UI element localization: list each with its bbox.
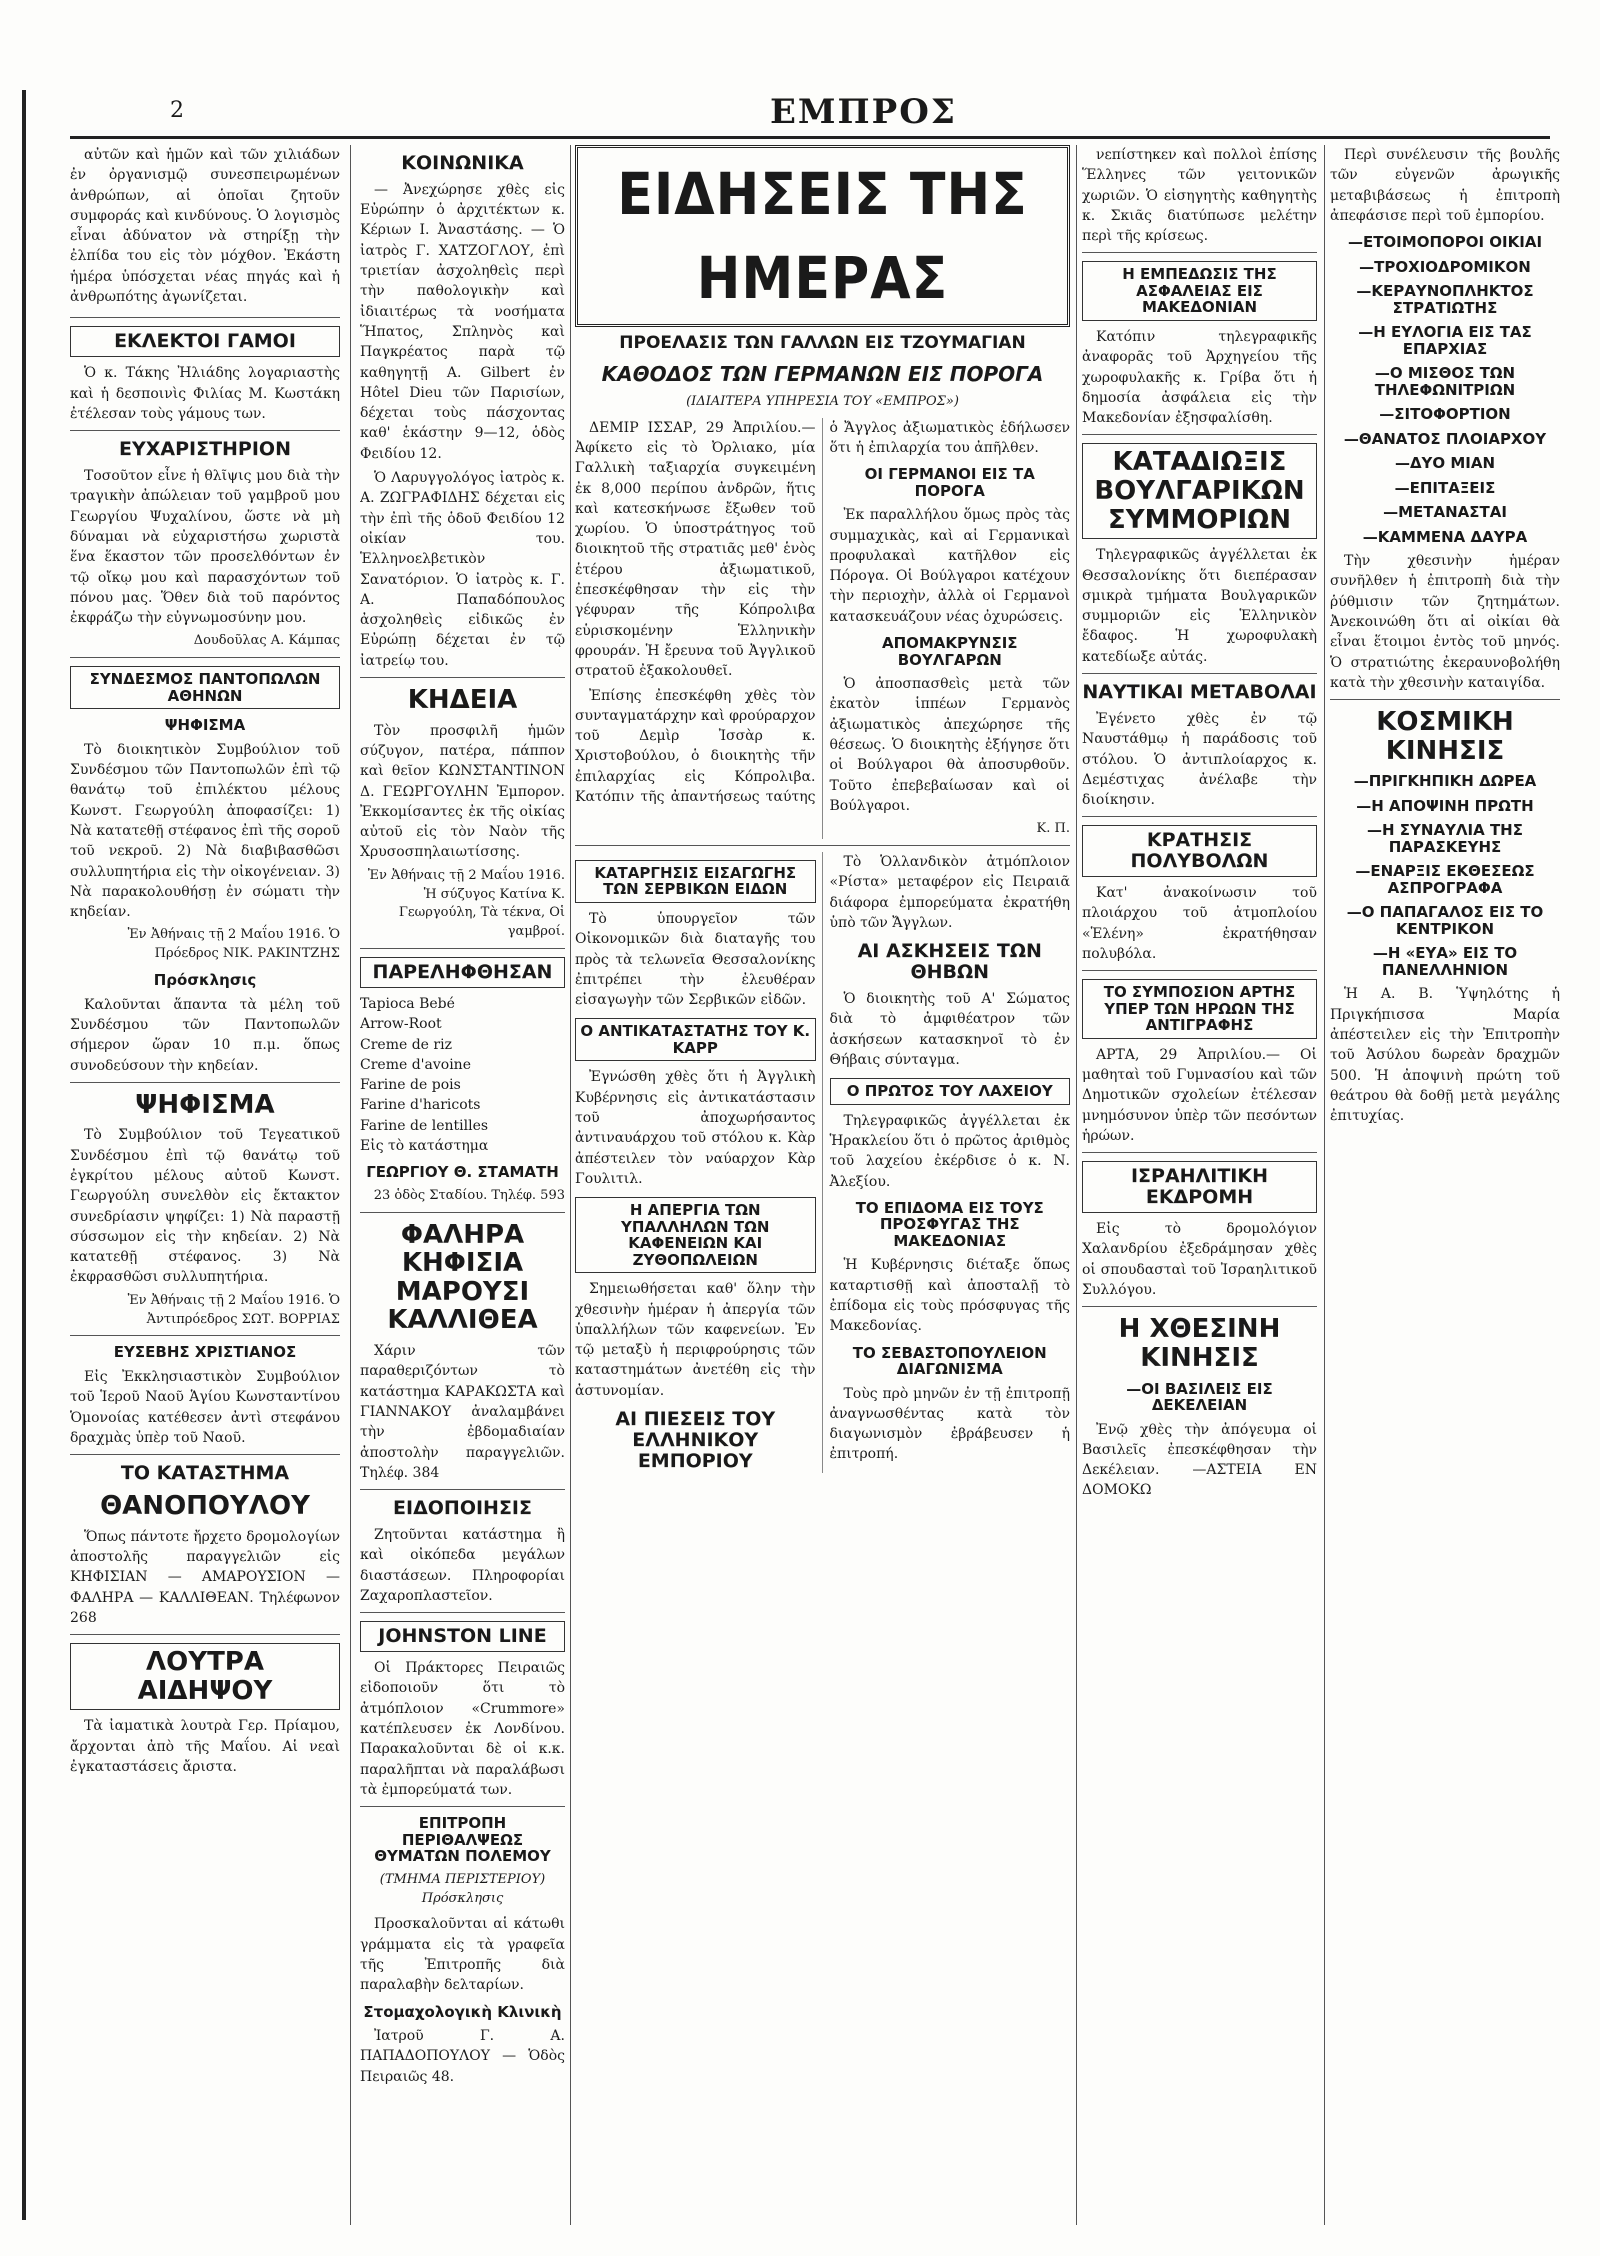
chase-headline: ΚΑΤΑΔΙΩΞΙΣ ΒΟΥΛΓΑΡΙΚΩΝ ΣΥΜΜΟΡΙΩΝ: [1082, 443, 1317, 539]
cosmic-item: —Η «ΕΥΑ» ΕΙΣ ΤΟ ΠΑΝΕΛΛΗΝΙΟΝ: [1372, 944, 1518, 979]
c5-item: —ΚΑΜΜΕΝΑ ΔΑΥΡΑ: [1362, 527, 1528, 546]
parel-headline: ΠΑΡΕΛΗΦΘΗΣΑΝ: [360, 957, 565, 988]
yesterday-headline: Η ΧΘΕΣΙΝΗ ΚΙΝΗΣΙΣ: [1118, 1314, 1281, 1373]
germans-headline: ΟΙ ΓΕΡΜΑΝΟΙ ΕΙΣ ΤΑ ΠΟΡΟΓΑ: [864, 465, 1035, 500]
intro-text: αὐτῶν καὶ ἡμῶν καὶ τῶν χιλιάδων ἐν ὀργανισμῷ συνεσπειρωμένων ἀνθρώπων, αἱ ὁποῖαι ζητοῦν συμφοράς καὶ κινδύνους. Ὁ λογισμὸς εἶναι ἀδύνατον νὰ στηρίξῃ τὴν ἐλπίδα του εἰς τὸν μόχθον. Ἐκάστη ἡμέρα ὑπόσχεται νέας πηγάς καὶ ἡ ἀνθρωπότης ἀγωνίζεται.: [70, 147, 340, 306]
c5-item: —ΜΕΤΑΝΑΣΤΑΙ: [1383, 503, 1507, 522]
divider: [1082, 434, 1317, 435]
divider: [1082, 673, 1317, 674]
import-text: Τὸ ὑπουργεῖον τῶν Οἰκονομικῶν διὰ διαταγῆς του πρὸς τὰ τελωνεῖα Θεσσαλονίκης ἐπιτρέπει τὴν ἐλευθέραν εἰσαγωγὴν τῶν Σερβικῶν εἰδῶν.: [575, 910, 816, 1009]
column-2: [360, 145, 565, 2225]
c5-item: —ΚΕΡΑΥΝΟΠΛΗΚΤΟΣ ΣΤΡΑΤΙΩΤΗΣ: [1356, 282, 1534, 317]
masthead: [70, 92, 1570, 132]
divider: [70, 1082, 340, 1083]
divider: [70, 1335, 340, 1336]
c5-item: —Η ΕΥΛΟΓΙΑ ΕΙΣ ΤΑΣ ΕΠΑΡΧΙΑΣ: [1358, 323, 1532, 358]
divider: [70, 317, 340, 318]
divider: [1082, 1152, 1317, 1153]
lead-tag: (ΙΔΙΑΙΤΕΡΑ ΥΠΗΡΕΣΙΑ ΤΟΥ «ΕΜΠΡΟΣ»): [686, 393, 959, 409]
divider: [360, 1212, 565, 1213]
committee-text: Προσκαλοῦνται αἱ κάτωθι γράμματα εἰς τὰ γραφεῖα τῆς Ἐπιτροπῆς διὰ παραλαβὴν δελταρίων.: [360, 1916, 565, 1994]
seizure-text: Κατ' ἀνακοίνωσιν τοῦ πλοιάρχου τοῦ ἀτμοπλοίου «Ἑλένη» ἐκρατήθησαν πολυβόλα.: [1082, 885, 1317, 963]
column-1: [70, 145, 340, 2225]
kideia-headline: ΚΗΔΕΙΑ: [407, 685, 518, 716]
cosmic-headline: ΚΟΣΜΙΚΗ ΚΙΝΗΣΙΣ: [1376, 707, 1514, 766]
prosklisis-text: Καλοῦνται ἅπαντα τὰ μέλη τοῦ Συνδέσμου τῶν Παντοπωλῶν σήμερον ὥραν 10 π.μ. ὅπως συνοδεύσουν τὴν κηδείαν.: [70, 996, 340, 1074]
divider: [1330, 699, 1560, 700]
parel-list: [360, 994, 565, 1156]
sebasto-text: Τοὺς πρὸ μηνῶν ἐν τῇ ἐπιτροπῇ ἀναγνωσθέντας κατὰ τὸν διαγωνισμὸν ἐβράβευσεν ἡ ἐπιτροπή.: [829, 1385, 1070, 1463]
apom-headline: ΑΠΟΜΑΚΡΥΝΣΙΣ ΒΟΥΛΓΑΡΩΝ: [881, 634, 1018, 669]
column-rule: [1076, 145, 1077, 2225]
parel-item: Creme d'avoine: [360, 1056, 471, 1073]
cosmic-items: [1330, 773, 1560, 978]
falira-headline: ΦΑΛΗΡΑ ΚΗΦΙΣΙΑ ΜΑΡΟΥΣΙ ΚΑΛΛΙΘΕΑ: [387, 1219, 538, 1336]
masthead-rule: [70, 136, 1550, 139]
divider: [1082, 816, 1317, 817]
social-headline: ΚΟΙΝΩΝΙΚΑ: [401, 152, 524, 174]
parel-item: Arrow-Root: [360, 1016, 442, 1033]
store-text: Ὅπως πάντοτε ἤρχετο δρομολογίων ἀποστολῆς παραγγελιῶν εἰς ΚΗΦΙΣΙΑΝ — ΑΜΑΡΟΥΣΙΟΝ — ΦΑΛΗΡΑ — ΚΑΛΛΙΘΕΑΝ. Τηλέφωνον 268: [70, 1528, 340, 1626]
pressure-headline: ΑΙ ΠΙΕΣΕΙΣ ΤΟΥ ΕΛΛΗΝΙΚΟΥ ΕΜΠΟΡΙΟΥ: [615, 1408, 776, 1472]
import-headline: ΚΑΤΑΡΓΗΣΙΣ ΕΙΣΑΓΩΓΗΣ ΤΩΝ ΣΕΡΒΙΚΩΝ ΕΙΔΩΝ: [575, 860, 816, 903]
apom-text: Ὁ ἀποσπασθεὶς μετὰ τῶν ἐκατὸν ἱππέων Γερμανὸς ἀξιωματικὸς ἀπεχώρησε τῆς θέσεως. Ὁ διοικητὴς ἐξήγησε ὅτι οἱ Βούλγαροι θὰ ἀποσυρθοῦν. Τοῦτο ἐπεβεβαίωσαν καὶ οἱ Βούλγαροι.: [829, 676, 1070, 814]
eidop-headline: ΕΙΔΟΠΟΙΗΣΙΣ: [393, 1497, 532, 1520]
divider: [360, 948, 565, 949]
divider: [360, 1489, 565, 1490]
divider: [360, 1806, 565, 1807]
divider: [1082, 970, 1317, 971]
parel-item: Farine d'haricots: [360, 1097, 481, 1114]
strike-headline: Η ΑΠΕΡΓΙΑ ΤΩΝ ΥΠΑΛΛΗΛΩΝ ΤΩΝ ΚΑΦΕΝΕΙΩΝ ΚΑΙ ΖΥΘΟΠΩΛΕΙΩΝ: [575, 1197, 816, 1273]
lead-text-2: Ἐπίσης ἐπεσκέφθη χθὲς τὸν συνταγματάρχην καὶ φρούραρχον τοῦ Δεμὶρ Ἰσσὰρ κ. Χριστοβούλου, ὁ διοικητὴς τῆν ἐπιλαρχίας εἰς Κόπρολιβα. Κατόπιν τῆς ἀπαντήσεως ταύτης ὁ Ἄγγλος ἀξιωματικὸς ἐδήλωσεν ὅτι ἡ ἐπιλαρχία του ἀπῆλθεν.: [575, 419, 1070, 806]
parel-item: Farine de lentilles: [360, 1117, 489, 1134]
divider: [1082, 252, 1317, 253]
clinic-headline: Στομαχολογικὴ Κλινικὴ: [363, 2002, 562, 2021]
c4-top-text: νεπίστηκεν καὶ πολλοὶ ἐπίσης Ἕλληνες τῶν γειτονικῶν χωριῶν. Ὁ εἰσηγητὴς καθηγητὴς κ. Σκιᾶς διατύπωσε μελέτην περὶ τῆς κρίσεως.: [1082, 147, 1317, 245]
divider: [70, 430, 340, 431]
committee-subhead: (ΤΜΗΜΑ ΠΕΡΙΣΤΕΡΙΟΥ) Πρόσκλησις: [379, 1871, 546, 1906]
lower-news: [575, 852, 1070, 1473]
divider: [70, 1454, 340, 1455]
yesterday-subhead: —ΟΙ ΒΑΣΙΛΕΙΣ ΕΙΣ ΔΕΚΕΛΕΙΑΝ: [1126, 1379, 1273, 1415]
strike-text: Σημειωθήσεται καθ' ὅλην τὴν χθεσινὴν ἡμέραν ἡ ἀπεργία τῶν ὑπαλλήλων τῶν καφενείων. Ἐν τῷ μεταξὺ ἡ περιφρούρησις τῶν καταστημάτων ἀνετέθη εἰς τὴν ἀστυνομίαν.: [575, 1281, 816, 1399]
parel-item: Creme de riz: [360, 1036, 452, 1053]
store-name: ΘΑΝΟΠΟΥΛΟΥ: [100, 1491, 310, 1522]
column-rule: [1324, 145, 1325, 2225]
c5-item: —ΕΤΟΙΜΟΠΟΡΟΙ ΟΙΚΙΑΙ: [1347, 233, 1543, 252]
gamoi-text: Ὁ κ. Τάκης Ἠλιάδης λογαριαστὴς καὶ ἡ δεσποινὶς Φιλίας Μ. Κωστάκη ἐτέλεσαν τοὺς γάμους των.: [70, 365, 340, 422]
pressure-text: Τὸ Ὁλλανδικὸν ἀτμόπλοιον «Ρίστα» μεταφέρον εἰς Πειραιᾶ διάφορα ἐμπορεύματα ἐκρατήθη ὑπὸ τῶν Ἄγγλων.: [829, 853, 1070, 931]
psifisma-headline: ΨΗΦΙΣΜΑ: [135, 1089, 275, 1120]
divider: [360, 677, 565, 678]
johnston-text: Οἱ Πράκτορες Πειραιῶς εἰδοποιοῦν ὅτι τὸ ἀτμόπλοιον «Crummore» κατέπλευσεν ἐκ Λονδίνου. Παρακαλοῦνται δὲ οἱ κ.κ. παραλῆπται νὰ παραλάβωσι τὰ ἐμπορεύματά των.: [360, 1660, 565, 1798]
lead-headline: ΠΡΟΕΛΑΣΙΣ ΤΩΝ ΓΑΛΛΩΝ ΕΙΣ ΤΖΟΥΜΑΓΙΑΝ: [619, 333, 1026, 354]
parel-item: Farine de pois: [360, 1077, 461, 1094]
thanks-headline: ΕΥΧΑΡΙΣΤΗΡΙΟΝ: [119, 438, 291, 461]
c5-item: —ΕΠΙΤΑΞΕΙΣ: [1394, 478, 1496, 497]
thebes-headline: ΑΙ ΑΣΚΗΣΕΙΣ ΤΩΝ ΘΗΒΩΝ: [857, 940, 1042, 984]
safety-text: Κατόπιν τηλεγραφικῆς ἀναφορᾶς τοῦ Ἀρχηγείου τῆς χωροφυλακῆς κ. Γρίβα ὅτι ἡ δημοσία ἀσφάλεια εἰς τὴν Μακεδονίαν ἐξησφαλίσθη.: [1082, 328, 1317, 427]
paper-name: ΕΜΠΡΟΣ: [770, 92, 957, 132]
c5-item: —ΤΡΟΧΙΟΔΡΟΜΙΚΟΝ: [1359, 257, 1531, 276]
baths-text: Τὰ ἰαματικὰ λουτρὰ Γερ. Πρίαμου, ἄρχονται ἀπὸ τῆς Μαΐου. Αἱ νεαὶ ἐγκαταστάσεις ἄριστα.: [70, 1718, 340, 1775]
falira-text: Χάριν τῶν παραθεριζόντων τὸ κατάστημα ΚΑΡΑΚΩΣΤΑ καὶ ΓΙΑΝΝΑΚΟΥ ἀναλαμβάνει τὴν ἐβδομαδιαίαν ἀποστολὴν παραγγελιῶν. Τηλέφ. 384: [360, 1343, 565, 1481]
psifisma-signature: Ἐν Ἀθήναις τῇ 2 Μαΐου 1916. Ὁ Ἀντιπρόεδρος ΣΩΤ. ΒΟΡΡΙΑΣ: [127, 1292, 340, 1327]
prosklisis-headline: Πρόσκλησις: [153, 971, 257, 990]
eusebis-headline: ΕΥΣΕΒΗΣ ΧΡΙΣΤΙΑΝΟΣ: [113, 1343, 297, 1362]
syndesmos-headline: ΣΥΝΔΕΣΜΟΣ ΠΑΝΤΟΠΩΛΩΝ ΑΘΗΝΩΝ: [70, 666, 340, 709]
baths-headline: ΛΟΥΤΡΑ ΑΙΔΗΨΟΥ: [70, 1643, 340, 1710]
store-headline: ΤΟ ΚΑΤΑΣΤΗΜΑ: [120, 1462, 290, 1485]
naval-text: Ἐγένετο χθὲς ἐν τῷ Ναυστάθμῳ ἡ παράδοσις τοῦ στόλου. Ὁ ἀντιπλοίαρχος κ. Δεμέστιχας ἀνέλαβε τὴν διοίκησιν.: [1082, 710, 1317, 809]
sebasto-headline: ΤΟ ΣΕΒΑΣΤΟΠΟΥΛΕΙΟΝ ΔΙΑΓΩΝΙΣΜΑ: [852, 1343, 1047, 1378]
memorial-text: ΑΡΤΑ, 29 Ἀπριλίου.— Οἱ μαθηταὶ τοῦ Γυμνασίου καὶ τῶν Δημοτικῶν σχολείων ἐτέλεσαν μνημόσυνον ὑπὲρ τῶν πεσόντων ἡρώων.: [1082, 1046, 1317, 1145]
eidop-text: Ζητοῦνται κατάστημα ἢ καὶ οἰκόπεδα μεγάλων διαστάσεων. Πληροφορίαι Ζαχαροπλαστεῖον.: [360, 1527, 565, 1604]
c5-body: Τὴν χθεσινὴν ἡμέραν συνῆλθεν ἡ ἐπιτροπὴ διὰ τὴν ῥύθμισιν τῶν ζητημάτων. Ἀνεκοινώθη ὅτι αἱ οἰκίαι θὰ εἶναι ἕτοιμοι ἐντὸς τοῦ μηνός. Ὁ στρατιώτης ἐκεραυνοβολήθη κατὰ τὴν χθεσινὴν καταιγίδα.: [1330, 553, 1560, 691]
cosmic-item: —Η ΑΠΟΨΙΝΗ ΠΡΩΤΗ: [1356, 796, 1534, 815]
allowance-headline: ΤΟ ΕΠΙΔΟΜΑ ΕΙΣ ΤΟΥΣ ΠΡΟΣΦΥΓΑΣ ΤΗΣ ΜΑΚΕΔΟΝΙΑΣ: [855, 1198, 1044, 1250]
germans-text: Ἐκ παραλλήλου ὅμως πρὸς τὰς συμμαχικὰς, καὶ αἱ Γερμανικαὶ προφυλακαὶ κατῆλθον εἰς Πόρογα. Οἱ Βούλγαροι κατέχουν τὴν περιοχὴν, ἀλλὰ οἱ Γερμανοὶ κατασκευάζουν νέας ὀχυρώσεις.: [829, 507, 1070, 625]
column-rule: [570, 145, 571, 2225]
lead-article: [575, 418, 1070, 839]
c5-item: —ΣΙΤΟΦΟΡΤΙΟΝ: [1379, 405, 1511, 424]
safety-headline: Η ΕΜΠΕΔΩΣΙΣ ΤΗΣ ΑΣΦΑΛΕΙΑΣ ΕΙΣ ΜΑΚΕΔΟΝΙΑΝ: [1082, 261, 1317, 321]
seizure-headline: ΚΡΑΤΗΣΙΣ ΠΟΛΥΒΟΛΩΝ: [1082, 825, 1317, 877]
cosmic-item: —ΕΝΑΡΞΙΣ ΕΚΘΕΣΕΩΣ ΑΣΠΡΟΓΡΑΦΑ: [1355, 862, 1535, 897]
parel-signature: ΓΕΩΡΓΙΟΥ Θ. ΣΤΑΜΑΤΗ: [366, 1163, 559, 1182]
allowance-text: Ἡ Κυβέρνησις διέταξε ὅπως καταρτισθῇ καὶ ἀποσταλῇ τὸ ἐπίδομα εἰς τοὺς πρόσφυγας τῆς Μακεδονίας.: [829, 1257, 1070, 1335]
c5-items: [1330, 234, 1560, 545]
c5-item: —ΘΑΝΑΤΟΣ ΠΛΟΙΑΡΧΟΥ: [1343, 429, 1547, 448]
c5-top-text: Περὶ συνέλευσιν τῆς βουλῆς τῶν εὐγενῶν ἀρωγικῆς μεταβιβάσεως ἡ ἐπιτροπὴ ἀπεφάσισε περὶ τοῦ ἐμπορίου.: [1330, 147, 1560, 224]
israel-headline: ΙΣΡΑΗΛΙΤΙΚΗ ΕΚΔΡΟΜΗ: [1082, 1161, 1317, 1213]
kideia-signature: Ἐν Ἀθήναις τῇ 2 Μαΐου 1916. Ἡ σύζυγος Κατίνα Κ. Γεωργούλη, Τὰ τέκνα, Οἱ γαμβροί.: [367, 867, 565, 940]
memorial-headline: ΤΟ ΣΥΜΠΟΣΙΟΝ ΑΡΤΗΣ ΥΠΕΡ ΤΩΝ ΗΡΩΩΝ ΤΗΣ ΑΝΤΙΓΡΑΦΗΣ: [1082, 979, 1317, 1039]
thebes-text: Ὁ διοικητὴς τοῦ Α' Σώματος διὰ τὸ ἀμφιθέατρον τῶν ἀσκήσεων κατασκηνοῖ τὸ ἐν Θήβαις σύνταγμα.: [829, 990, 1070, 1068]
cosmic-text: Ἡ Α. Β. Ὑψηλότης ἡ Πριγκήπισσα Μαρία ἀπέστειλεν εἰς τὴν Ἐπιτροπὴν τοῦ Ἀσύλου δωρεὰν δραχμῶν 500. Ἡ ἀποψινὴ πρώτη τοῦ θεάτρου θὰ δοθῇ μετὰ μεγάλης ἐπιτυχίας.: [1330, 986, 1560, 1125]
chase-text: Τηλεγραφικῶς ἀγγέλλεται ἐκ Θεσσαλονίκης ὅτι διεπέρασαν σμικρὰ τμήματα Βουλγαρικῶν συμμοριῶν εἰς Ἑλληνικὸν ἔδαφος. Ἡ χωροφυλακὴ κατεδίωξε αὐτάς.: [1082, 547, 1317, 665]
column-4: [1082, 145, 1317, 2225]
column-3-news: [575, 145, 1070, 2225]
apom-signature: Κ. Π.: [1036, 821, 1070, 837]
clinic-text: Ἰατροῦ Γ. Α. ΠΑΠΑΔΟΠΟΥΛΟΥ — Ὁδὸς Πειραιῶς 48.: [360, 2028, 565, 2085]
israel-text: Εἰς τὸ δρομολόγιον Χαλανδρίου ἐξεδράμησαν χθὲς οἱ σπουδασταὶ τοῦ Ἰσραηλιτικοῦ Συλλόγου.: [1082, 1221, 1317, 1299]
committee-headline: ΕΠΙΤΡΟΠΗ ΠΕΡΙΘΑΛΨΕΩΣ ΘΥΜΑΤΩΝ ΠΟΛΕΜΟΥ: [374, 1814, 551, 1866]
c5-item: —ΔΥΟ ΜΙΑΝ: [1394, 454, 1496, 473]
parel-address: 23 ὁδὸς Σταδίου. Τηλέφ. 593: [373, 1187, 565, 1203]
article-intro: [70, 145, 340, 307]
karr-text: Ἐγνώσθη χθὲς ὅτι ἡ Ἀγγλικὴ Κυβέρνησις εἰς ἀντικατάστασιν τοῦ ἀποχωρήσαντος ἀντιναυάρχου τοῦ στόλου κ. Κὰρ ἀπέστειλεν τὸν ναύαρχον Κὰρ Γουλιτιλ.: [575, 1069, 816, 1187]
divider: [70, 1634, 340, 1635]
divider: [575, 845, 1070, 846]
social-text: — Ἀνεχώρησε χθὲς εἰς Εὐρώπην ὁ ἀρχιτέκτων κ. Κέριων Ι. Ἀναστάσης. — Ὁ ἰατρὸς Γ. ΧΑΤΖΟΓΛΟΥ, ἐπὶ τριετίαν ἀσχοληθεὶς περὶ τὴν παθολογικὴν καὶ ἰδιαιτέρως τὰ νοσήματα Ἥπατος, Σπληνὸς καὶ Παγκρέατος παρὰ τῷ καθηγητῇ A. Gilbert ἐν Hôtel Dieu τῶν Παρισίων, δέχεται τοὺς πάσχοντας καθ' ἑκάστην 9—12, ὁδὸς Φειδίου 12.: [360, 181, 565, 462]
johnston-headline: JOHNSTON LINE: [360, 1621, 565, 1652]
syndesmos-subhead: ΨΗΦΙΣΜΑ: [164, 716, 246, 735]
column-rule: [350, 145, 351, 2225]
gamoi-headline: ΕΚΛΕΚΤΟΙ ΓΑΜΟΙ: [70, 326, 340, 357]
divider: [360, 1612, 565, 1613]
thanks-signature: Δουδοῦλας Α. Κάμπας: [193, 633, 340, 649]
parel-item: Tapioca Bebé: [360, 995, 455, 1012]
cosmic-item: —ΠΡΙΓΚΗΠΙΚΗ ΔΩΡΕΑ: [1353, 772, 1537, 791]
divider: [70, 657, 340, 658]
cosmic-item: —Ο ΠΑΠΑΓΑΛΟΣ ΕΙΣ ΤΟ ΚΕΝΤΡΙΚΟΝ: [1346, 903, 1544, 938]
lottery-headline: Ο ΠΡΩΤΟΣ ΤΟΥ ΛΑΧΕΙΟΥ: [830, 1078, 1071, 1105]
doctor-text: Ὁ Λαρυγγολόγος ἰατρὸς κ. Α. ΖΩΓΡΑΦΙΔΗΣ δέχεται εἰς τὴν ἐπὶ τῆς ὁδοῦ Φειδίου 12 οἰκίαν του. Ἑλληνοελβετικὸν Σανατόριον. Ὁ ἰατρὸς κ. Γ. Α. Παπαδόπουλος ἀσχοληθεὶς εἰδικῶς ἐν Εὐρώπῃ δέχεται ἐν τῷ ἰατρείῳ του.: [360, 470, 565, 669]
lottery-text: Τηλεγραφικῶς ἀγγέλλεται ἐκ Ἡρακλείου ὅτι ὁ πρῶτος ἀριθμὸς τοῦ λαχείου ἐκέρδισε ὁ κ. Ν. Ἀλεξίου.: [829, 1112, 1070, 1190]
page-number: 2: [170, 98, 184, 123]
binding-edge: [22, 90, 26, 2220]
parel-item: Εἰς τὸ κατάστημα: [360, 1138, 489, 1155]
eusebis-text: Εἰς Ἐκκλησιαστικὸν Συμβούλιον τοῦ Ἱεροῦ Ναοῦ Ἁγίου Κωνσταντίνου Ὁμονοίας κατέθεσεν ἀντὶ στεφάνου δραχμὰς ὑπὲρ τοῦ Ναοῦ.: [70, 1368, 340, 1446]
psifisma-text: Τὸ Συμβούλιον τοῦ Τεγεατικοῦ Συνδέσμου ἐπὶ τῷ θανάτῳ τοῦ ἐγκρίτου μέλους αὐτοῦ Κωνστ. Γεωργούλη συνελθὸν εἰς ἔκτακτον συνεδρίασιν ψηφίζει: 1) Νὰ παραστῇ σύσσωμον εἰς τὴν κηδείαν. 2) Νὰ κατατεθῇ στέφανος. 3) Νὰ ἐκφρασθῶσι συλλυπητήρια.: [70, 1127, 340, 1286]
thanks-text: Τοσοῦτον εἶνε ἡ θλῖψις μου διὰ τὴν τραγικὴν ἀπώλειαν τοῦ γαμβροῦ μου Γεωργίου Ψυχαλίνου, ὥστε νὰ μὴ δύναμαι νὰ εὐχαριστήσω χωριστὰ ἕνα ἕκαστον τῶν προσελθόντων ἐν τῷ οἴκῳ μου καὶ παρασχόντων τοῦ πόνου μας. Ὅθεν διὰ τοῦ παρόντος ἐκφράζω τὴν εὐγνωμοσύνην μου.: [70, 468, 340, 627]
divider: [1082, 1306, 1317, 1307]
kideia-text: Τὸν προσφιλῆ ἡμῶν σύζυγον, πατέρα, πάππον καὶ θεῖον ΚΩΝΣΤΑΝΤΙΝΟΝ Δ. ΓΕΩΡΓΟΥΛΗΝ Ἐμπορον. Ἐκκομίσαντες ἐκ τῆς οἰκίας αὐτοῦ εἰς τὸν Ναὸν τῆς Χρυσοσπηλαιωτίσσης.: [360, 722, 565, 861]
naval-headline: ΝΑΥΤΙΚΑΙ ΜΕΤΑΒΟΛΑΙ: [1082, 681, 1317, 704]
cosmic-item: —Η ΣΥΝΑΥΛΙΑ ΤΗΣ ΠΑΡΑΣΚΕΥΗΣ: [1367, 821, 1523, 856]
syndesmos-signature: Ἐν Ἀθήναις τῇ 2 Μαΐου 1916. Ὁ Πρόεδρος ΝΙΚ. ΡΑΚΙΝΤΖΗΣ: [127, 927, 340, 962]
lead-subheadline: ΚΑΘΟΔΟΣ ΤΩΝ ΓΕΡΜΑΝΩΝ ΕΙΣ ΠΟΡΟΓΑ: [601, 361, 1044, 386]
lead-text: ΔΕΜΙΡ ΙΣΣΑΡ, 29 Ἀπριλίου.—Ἀφίκετο εἰς τὸ Ὀρλιακο, μία Γαλλικὴ ταξιαρχία συγκειμένη ἐκ 8,000 περίπου ἀνδρῶν, ἥτις καὶ κατεσκήνωσε ἔξωθεν τοῦ χωρίου. Ὁ ὑποστράτηγος τοῦ διοικητοῦ τῆς στρατιᾶς μεθ' ἑνὸς ἑτέρου ἀξιωματικοῦ, ἐπεσκέφθησαν τὴν εἰς τὴν γέφυραν τῆς Κόπρολιβα εὑρισκομένην Ἑλληνικὴν φρουράν. Ἡ ἔρευνα τοῦ Ἀγγλικοῦ στρατοῦ ἐξακολουθεῖ.: [575, 419, 816, 680]
c5-item: —Ο ΜΙΣΘΟΣ ΤΩΝ ΤΗΛΕΦΩΝΙΤΡΙΩΝ: [1374, 364, 1516, 399]
syndesmos-text: Τὸ διοικητικὸν Συμβούλιον τοῦ Συνδέσμου τῶν Παντοπωλῶν ἐπὶ τῷ θανάτῳ τοῦ ἐπιλέκτου μέλους Κωνστ. Γεωργούλη ἀποφασίζει: 1) Νὰ κατατεθῇ στέφανος ἐπὶ τῆς σοροῦ τοῦ νεκροῦ. 2) Νὰ διαβιβασθῶσι συλλυπητήρια εἰς τὴν οἰκογένειαν. 3) Νὰ παρακολουθήσῃ ἐν σώματι τὴν κηδείαν.: [70, 741, 340, 921]
karr-headline: Ο ΑΝΤΙΚΑΤΑΣΤΑΤΗΣ ΤΟΥ Κ. ΚΑΡΡ: [575, 1018, 816, 1061]
column-5: [1330, 145, 1560, 2225]
yesterday-text: Ἐνῷ χθὲς τὴν ἀπόγευμα οἱ Βασιλεῖς ἐπεσκέφθησαν τὴν Δεκέλειαν. —ΑΣΤΕΙΑ ΕΝ ΔΟΜΟΚΩ: [1082, 1421, 1317, 1499]
news-banner: ΕΙΔΗΣΕΙΣ ΤΗΣ ΗΜΕΡΑΣ: [575, 145, 1070, 327]
